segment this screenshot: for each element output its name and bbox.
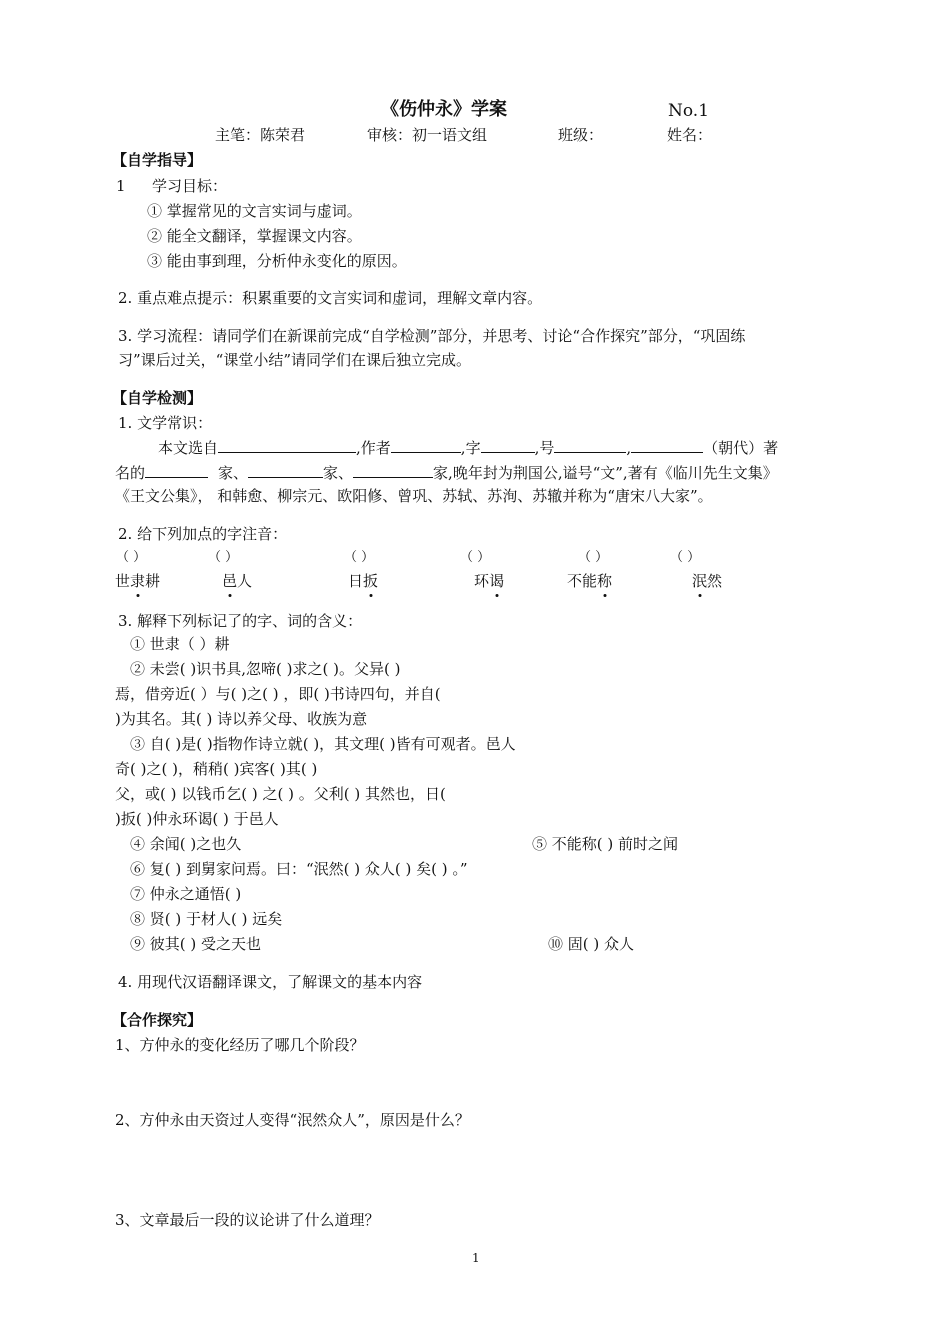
- pinyin-blank-3[interactable]: （ ）: [344, 550, 375, 565]
- focus-tip: 2. 重点难点提示：积累重要的文言实词和虚词，理解文章内容。: [118, 289, 543, 307]
- name-label: 姓名：: [667, 126, 713, 144]
- explain-row-7: 父，或( ) 以钱币乞( ) 之( ) 。父利( ) 其然也，日(: [115, 785, 446, 803]
- pinyin-blank-4[interactable]: （ ）: [460, 550, 491, 565]
- coop-question-2: 2、方仲永由天资过人变得“泯然众人”，原因是什么？: [115, 1111, 470, 1129]
- pinyin-word-1: 世隶耕: [115, 572, 161, 590]
- pinyin-blank-2[interactable]: （ ）: [208, 550, 239, 565]
- coop-question-1: 1、方仲永的变化经历了哪几个阶段？: [115, 1036, 365, 1054]
- explain-row-5: ③ 自( )是( )指物作诗立就( )，其文理( )皆有可观者。邑人: [130, 735, 516, 753]
- explain-row-11: ⑦ 仲永之通悟( ): [130, 885, 242, 903]
- page-number: 1: [472, 1251, 480, 1265]
- literature-fill-line-1: 本文选自 ,作者 ,字 ,号 , （朝代）著: [158, 436, 778, 458]
- blank-courtesy-name[interactable]: [481, 436, 535, 453]
- coop-question-3: 3、文章最后一段的议论讲了什么道理？: [115, 1211, 380, 1229]
- pinyin-word-3: 日扳: [348, 572, 379, 590]
- blank-role-3[interactable]: [353, 461, 433, 478]
- writer-label: 主笔：陈荣君: [215, 126, 306, 144]
- reviewer-label: 审核：初一语文组: [367, 126, 488, 144]
- question-1: 1. 文学常识：: [118, 414, 213, 432]
- explain-row-9a: ④ 余闻( )之也久: [130, 835, 242, 853]
- explain-row-6: 奇( )之( )，稍稍( )宾客( )其( ): [115, 760, 318, 778]
- pinyin-word-6: 泯然: [692, 572, 723, 590]
- section-heading-check: 【自学检测】: [112, 389, 203, 407]
- explain-row-12: ⑧ 贤( ) 于材人( ) 远矣: [130, 910, 283, 928]
- goals-number: 1: [116, 177, 126, 195]
- class-label: 班级：: [558, 126, 604, 144]
- question-2: 2. 给下列加点的字注音：: [118, 525, 288, 543]
- blank-art-name[interactable]: [554, 436, 626, 453]
- study-flow-line-1: 3. 学习流程：请同学们在新课前完成“自学检测”部分，并思考、讨论“合作探究”部分，“巩固练: [118, 327, 746, 345]
- pinyin-blank-5[interactable]: （ ）: [578, 550, 609, 565]
- explain-row-4: )为其名。其( ) 诗以养父母、收族为意: [115, 710, 368, 728]
- goals-label: 学习目标：: [152, 177, 228, 195]
- explain-row-2: ② 未尝( )识书具,忽啼( )求之( )。父异( ): [130, 660, 401, 678]
- page-title: 《伤仲永》学案: [381, 99, 507, 120]
- blank-dynasty[interactable]: [631, 436, 703, 453]
- section-heading-guide: 【自学指导】: [112, 151, 203, 169]
- pinyin-blank-1[interactable]: （ ）: [116, 550, 147, 565]
- pinyin-word-4: 环谒: [474, 572, 505, 590]
- literature-fill-line-3: 《王文公集》， 和韩愈、柳宗元、欧阳修、曾巩、苏轼、苏洵、苏辙并称为“唐宋八大家”。: [115, 487, 713, 505]
- literature-fill-line-2: 名的 家、 家、 家,晚年封为荆国公,谥号“文”,著有《临川先生文集》: [115, 461, 778, 483]
- blank-role-2[interactable]: [248, 461, 323, 478]
- section-heading-coop: 【合作探究】: [112, 1011, 203, 1029]
- pinyin-blank-6[interactable]: （ ）: [670, 550, 701, 565]
- blank-author[interactable]: [391, 436, 461, 453]
- blank-source-book[interactable]: [218, 436, 356, 453]
- explain-row-1: ① 世隶（ ）耕: [130, 635, 230, 653]
- explain-row-13a: ⑨ 彼其( ) 受之天也: [130, 935, 262, 953]
- blank-famous-as[interactable]: [145, 461, 208, 478]
- explain-row-9b: ⑤ 不能称( ) 前时之闻: [532, 835, 679, 853]
- explain-row-8: )扳( )仲永环谒( ) 于邑人: [115, 810, 279, 828]
- pinyin-word-2: 邑人: [222, 572, 253, 590]
- explain-row-3: 焉，借旁近( ）与( )之( ) ，即( )书诗四句，并自(: [115, 685, 441, 703]
- question-3: 3. 解释下列标记了的字、词的含义：: [118, 612, 363, 630]
- explain-row-13b: ⑩ 固( ) 众人: [548, 935, 635, 953]
- goal-1: ① 掌握常见的文言实词与虚词。: [147, 202, 362, 220]
- document-number: No.1: [668, 101, 710, 121]
- pinyin-word-5: 不能称: [567, 572, 613, 590]
- study-flow-line-2: 习”课后过关，“课堂小结”请同学们在课后独立完成。: [118, 351, 472, 369]
- goal-2: ② 能全文翻译，掌握课文内容。: [147, 227, 362, 245]
- explain-row-10: ⑥ 复( ) 到舅家问焉。曰：“泯然( ) 众人( ) 矣( ) 。”: [130, 860, 468, 878]
- goal-3: ③ 能由事到理，分析仲永变化的原因。: [147, 252, 407, 270]
- question-4: 4. 用现代汉语翻译课文，了解课文的基本内容: [118, 973, 423, 991]
